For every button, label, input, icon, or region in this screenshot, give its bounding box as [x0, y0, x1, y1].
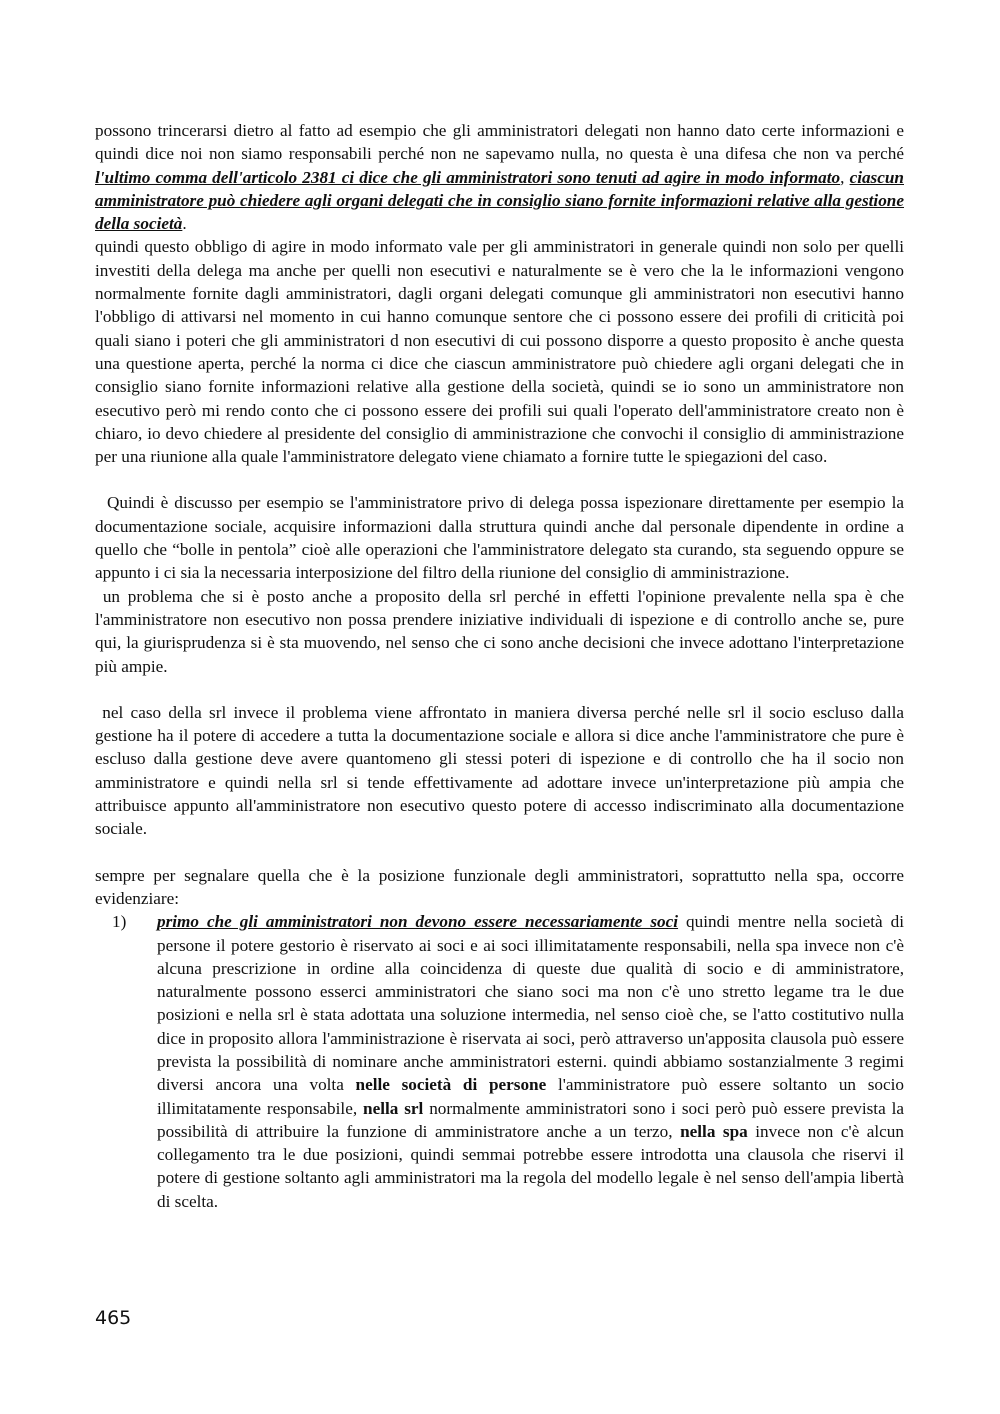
paragraph-3: Quindi è discusso per esempio se l'amministratore privo di delega possa ispezionare direttamente per esempio la documentazione sociale, acquisire informazioni dalla struttura quindi anche dal personale dipendente in ordine a quello che “bolle in pentola” cioè alle operazioni che l'amministratore delegato sta curando, sta seguendo oppure se appunto i ci sia la necessaria interposizione del filtro della riunione del consiglio di amministrazione.: [95, 493, 909, 583]
highlight-non-members: primo che gli amministratori non devono essere necessariamente soci: [157, 912, 679, 932]
paragraph-1-text-a: possono trincerarsi dietro al fatto ad esempio che gli amministratori delegati non hanno dato certe informazioni e quindi dice noi non siamo responsabili perché non ne sapevamo nulla, no questa è una difesa che non va perché: [95, 121, 904, 164]
paragraph-1-text-b: ,: [840, 167, 850, 187]
paragraph-2: quindi questo obbligo di agire in modo informato vale per gli amministratori in generale quindi non solo per quelli investiti della delega ma anche per quelli non esecutivi e naturalmente se è vero che la le informazioni vengono normalmente fornite dagli amministratori, dagli organi delegati comunque gli amministratori non esecutivi hanno l'obbligo di attivarsi nel momento in cui hanno comunque sentore che ci possono essere dei profili di criticità poi quali siano i poteri che gli amministratori d non esecutivi di cui possono disporre a questo proposito è anche questa una questione aperta, perché la norma ci dice che ciascun amministratore può chiedere agli organi delegati che in consiglio siano fornite informazioni relative alla gestione della società, quindi se io sono un amministratore non esecutivo però mi rendo conto che ci possono essere dei profili sui quali l'operato dell'amministratore creato non è chiaro, io devo chiedere al presidente del consiglio di amministrazione che convochi il consiglio di amministrazione per una riunione alla quale l'amministratore delegato viene chiamato a fornire tutte le spiegazioni del caso.: [95, 237, 904, 467]
bold-societa-di-persone: nelle società di persone: [355, 1075, 547, 1095]
list-item-text: [157, 910, 904, 1213]
highlight-information-request: ciascun amministratore può chiedere agli organi delegati che in consiglio siano fornite informazioni relative alla gestione della società: [95, 167, 904, 234]
bold-nella-srl: nella srl: [363, 1098, 424, 1118]
numbered-list: [95, 910, 904, 1213]
list-item-text-c: normalmente amministratori sono i soci però può essere prevista la possibilità di attribuire la funzione di amministratore anche a un terzo,: [157, 1098, 904, 1141]
highlight-article-2381: l'ultimo comma dell'articolo 2381 ci dice che gli amministratori sono tenuti ad agire in modo informato: [95, 167, 841, 187]
list-item-text-a: quindi mentre nella società di persone il potere gestorio è riservato ai soci e ai soci illimitatamente responsabili, nella spa invece non c'è alcuna prescrizione in ordine alla coincidenza di queste due qualità di socio e di amministratore, naturalmente possono esserci amministratori che siano soci ma non c'è uno stretto legame tra le due posizioni e nella srl è stata adottata una soluzione intermedia, nel senso cioè che, se l'atto costitutivo nulla dice in proposito allora l'amministrazione è riservata ai soci, però attraverso un'apposita clausola può essere prevista la possibilità di nominare anche amministratori esterni. quindi abbiamo sostanzialmente 3 regimi diversi ancora una volta: [157, 912, 904, 1095]
list-item-text-b: l'amministratore può essere soltanto un socio illimitatamente responsabile,: [157, 1075, 904, 1118]
document-body: [95, 119, 909, 1213]
paragraph-1-text-c: .: [182, 214, 187, 234]
paragraph-6: sempre per segnalare quella che è la posizione funzionale degli amministratori, soprattutto nella spa, occorre evidenziare:: [95, 865, 904, 908]
paragraph-5: nel caso della srl invece il problema viene affrontato in maniera diversa perché nelle srl il socio escluso dalla gestione ha il potere di accedere a tutta la documentazione sociale e allora si dice anche l'amministratore che pure è escluso dalla gestione deve avere quantomeno gli stessi poteri di ispezione e di controllo che ha il socio non amministratore e quindi nella srl si tende effettivamente ad adottare invece un'interpretazione più ampia che attribuisce appunto all'amministratore non esecutivo questo potere di accesso indiscriminato alla documentazione sociale.: [95, 702, 909, 839]
list-item-text-d: invece non c'è alcun collegamento tra le due posizioni, quindi semmai potrebbe essere introdotta una clausola che riservi il potere di gestione soltanto agli amministratori ma la regola del modello legale è nel senso dell'ampia libertà di scelta.: [157, 1121, 904, 1211]
page-number: 465: [95, 1307, 132, 1329]
list-item: [95, 910, 904, 1213]
list-item-number: 1): [112, 912, 127, 932]
paragraph-1: [95, 119, 904, 235]
bold-nella-spa: nella spa: [680, 1121, 748, 1141]
paragraph-4: un problema che si è posto anche a proposito della srl perché in effetti l'opinione prevalente nella spa è che l'amministratore non esecutivo non possa prendere iniziative individuali di ispezione e di controllo anche se, pure qui, la giurisprudenza si è sta muovendo, nel senso che ci sono anche decisioni che invece adottano l'interpretazione più ampie.: [95, 586, 909, 676]
